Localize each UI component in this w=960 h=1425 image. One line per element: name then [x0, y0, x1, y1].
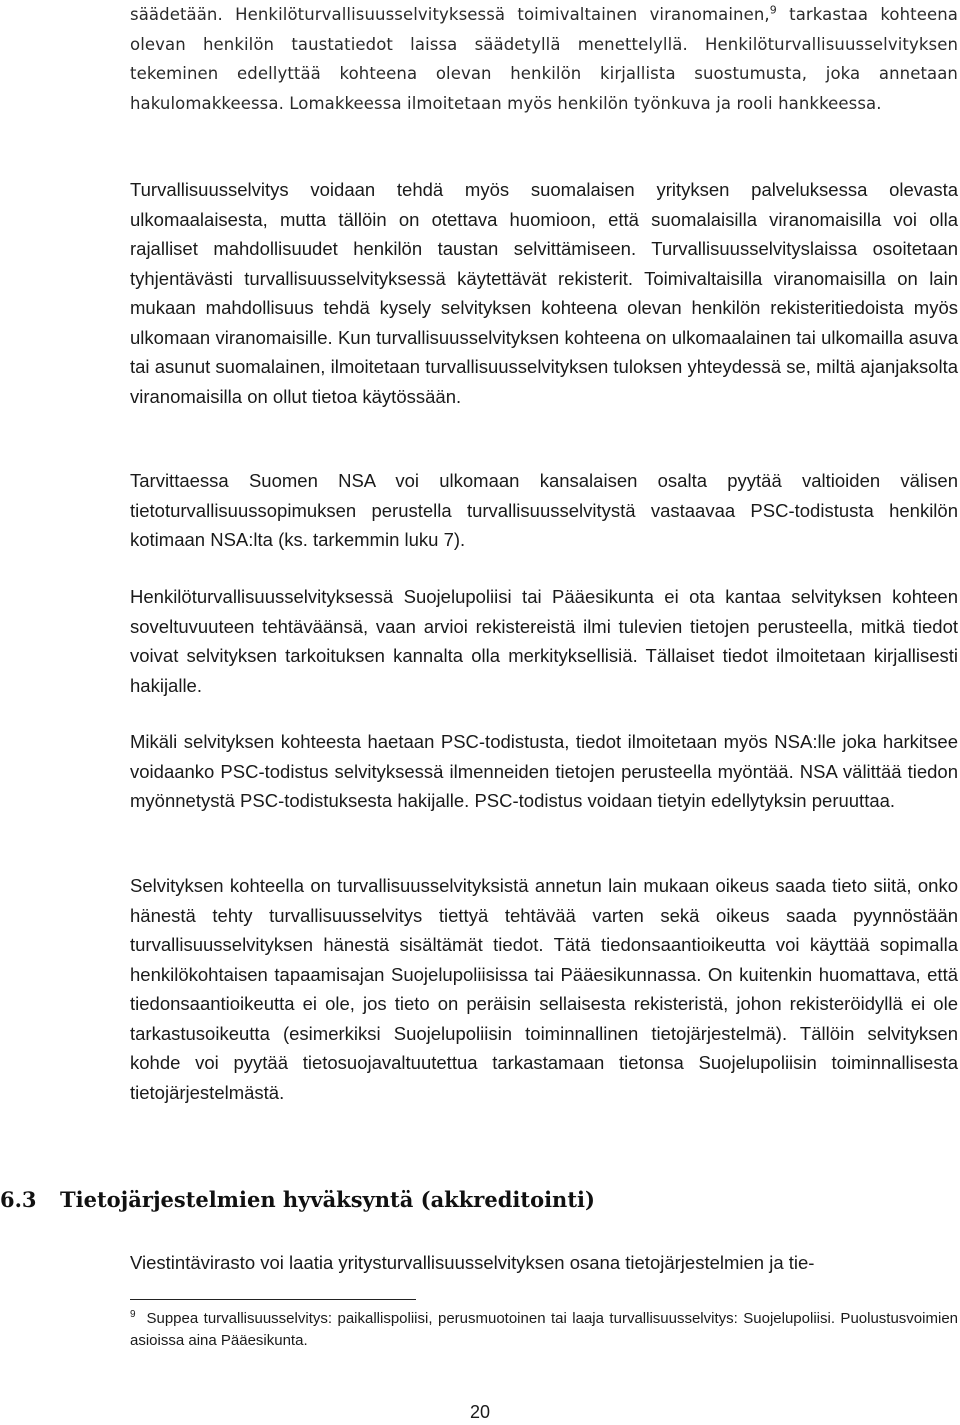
page-number: 20 [469, 1402, 491, 1422]
paragraph-psc-certificate: Mikäli selvityksen kohteesta haetaan PSC-todistusta, tiedot ilmoitetaan myös NSA:lle joka harkitsee voidaanko PSC-todistus selvityksessä ilmenneiden tietojen perusteella myöntää. NSA välittää tiedon myönnetystä PSC-todistuksesta hakijalle. PSC-todistus voidaan tietyin edellytyksin peruuttaa. [130, 731, 958, 811]
paragraph-suitability: Henkilöturvallisuusselvityksessä Suojelupoliisi tai Pääesikunta ei ota kantaa selvityksen kohteen soveltuvuuteen tehtäväänsä, vaan arvioi rekistereistä ilmi tulevien tietojen perusteella, mitkä tiedot voivat selvityksen tarkoituksen kannalta olla merkityksellisiä. Tällaiset tiedot ilmoitetaan kirjallisesti hakijalle. [130, 586, 958, 696]
section-title: Tietojärjestelmien hyväksyntä (akkreditointi) [60, 1187, 595, 1212]
footnote-separator [130, 1299, 416, 1300]
section-heading [0, 1184, 595, 1216]
paragraph-accreditation: Viestintävirasto voi laatia yritysturvallisuusselvityksen osana tietojärjestelmien ja tie- [130, 1252, 815, 1273]
paragraph-psc-request: Tarvittaessa Suomen NSA voi ulkomaan kansalaisen osalta pyytää valtioiden välisen tietoturvallisuussopimuksen perustella turvallisuusselvitystä vastaavaa PSC-todistusta henkilön kotimaan NSA:lta (ks. tarkemmin luku 7). [130, 470, 958, 550]
paragraph-intro [130, 0, 958, 118]
section-number: 6.3 [0, 1187, 37, 1212]
paragraph-intro-text-b: tarkastaa kohteena olevan henkilön taustatiedot laissa säädetyllä menettelyllä. Henkilöturvallisuusselvityksen tekeminen edellyttää kohteena olevan henkilön kirjallista suostumusta, joka annetaan hakulomakkeessa. Lomakkeessa ilmoitetaan myös henkilön työnkuva ja rooli hankkeessa. [130, 5, 959, 113]
footnote-reference[interactable]: 9 [769, 3, 777, 17]
footnote [130, 1308, 958, 1352]
paragraph-intro-text-a: säädetään. Henkilöturvallisuusselvityksessä toimivaltainen viranomainen, [130, 5, 770, 24]
paragraph-foreign-subjects: Turvallisuusselvitys voidaan tehdä myös suomalaisen yrityksen palveluksessa olevasta ulkomaalaisesta, mutta tällöin on otettava huomioon, että suomalaisilla viranomaisilla voi olla rajalliset mahdollisuudet henkilön taustan selvittämiseen. Turvallisuusselvityslaissa osoitetaan tyhjentävästi turvallisuusselvityksessä käytettävät rekisterit. Toimivaltaisilla viranomaisilla on lain mukaan mahdollisuus tehdä kysely selvityksen kohteena olevan henkilön rekisteritiedoista myös ulkomaan viranomaisille. Kun turvallisuusselvityksen kohteena on ulkomaalainen tai ulkomailla asuva tai asunut suomalainen, ilmoitetaan turvallisuusselvityksen tuloksen yhteydessä se, miltä ajanjaksolta viranomaisilla on ollut tietoa käytössään. [130, 179, 958, 407]
footnote-text: Suppea turvallisuusselvitys: paikallispoliisi, perusmuotoinen tai laaja turvallisuusselvitys: Suojelupoliisi. Puolustusvoimien asioissa aina Pääesikunta. [130, 1310, 958, 1349]
footnote-marker: 9 [130, 1309, 136, 1320]
paragraph-right-to-information: Selvityksen kohteella on turvallisuusselvityksistä annetun lain mukaan oikeus saada tieto siitä, onko hänestä tehty turvallisuusselvitys tiettyä tehtävää varten sekä oikeus saada pyynnöstään turvallisuusselvityksen hänestä sisältämät tiedot. Tätä tiedonsaantioikeutta voi käyttää sopimalla henkilökohtaisen tapaamisajan Suojelupoliisissa tai Pääesikunnassa. On kuitenkin huomattava, että tiedonsaantioikeutta ei ole, jos tieto on peräisin sellaisesta rekisteristä, johon rekisteröidyllä ei ole tarkastusoikeutta (esimerkiksi Suojelupoliisin toiminnallinen tietojärjestelmä). Tällöin selvityksen kohde voi pyytää tietosuojavaltuutettua tarkastamaan tietonsa Suojelupoliisin toiminnallisesta tietojärjestelmästä. [130, 875, 958, 1103]
